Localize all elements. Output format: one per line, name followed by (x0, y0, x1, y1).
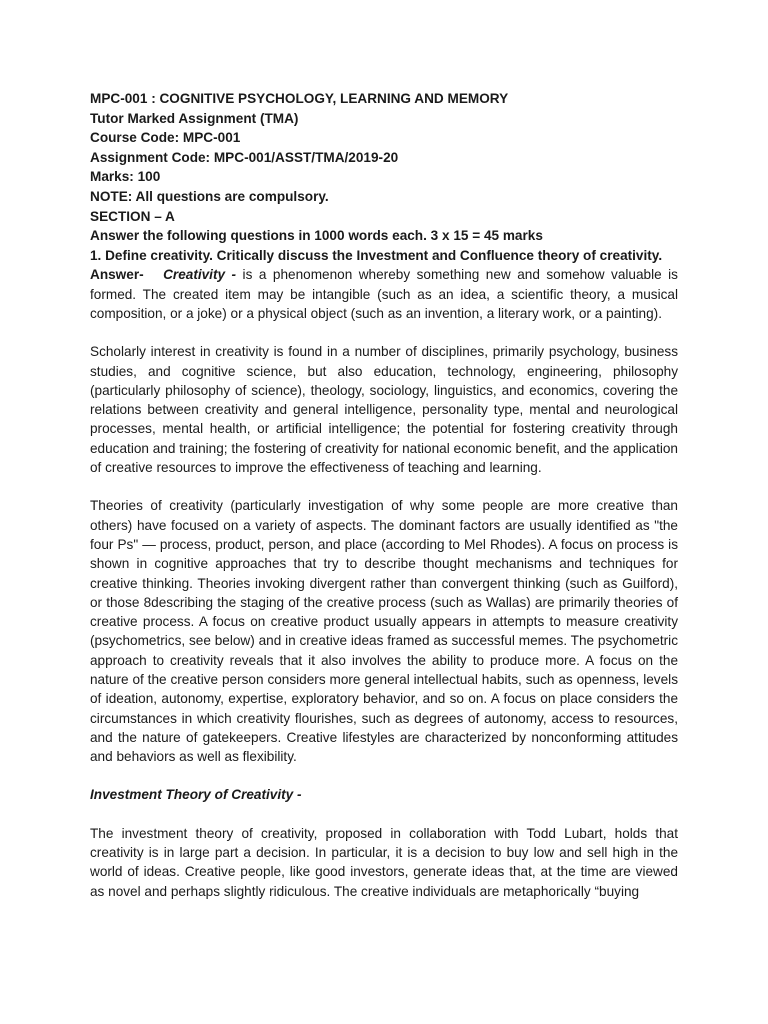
answer-label: Answer- (90, 267, 144, 283)
note: NOTE: All questions are compulsory. (90, 188, 329, 204)
instruction: Answer the following questions in 1000 words each. 3 x 15 = 45 marks (90, 228, 543, 244)
paragraph-investment-theory: The investment theory of creativity, proposed in collaboration with Todd Lubart, holds that creativity is in large part a decision. In particular, it is a decision to buy low and sell high in the world of ideas. Creative people, like good investors, generate ideas that, at the time are viewed as novel and perhaps slightly ridiculous. The creative individuals are metaphorically “buying (90, 825, 678, 899)
marks: Marks: 100 (90, 169, 161, 185)
course-code: Course Code: MPC-001 (90, 130, 241, 146)
investment-theory-heading: Investment Theory of Creativity - (90, 787, 302, 803)
document-title: MPC-001 : COGNITIVE PSYCHOLOGY, LEARNING AND MEMORY (90, 91, 509, 106)
answer-text: is a phenomenon whereby something new and somehow valuable is formed. The created item may be intangible (such as an idea, a scientific theory, a musical composition, or a joke) or a physical object (such as an invention, a literary work, or a painting). (90, 267, 678, 321)
document-page (90, 89, 678, 901)
section-heading: SECTION – A (90, 208, 175, 224)
paragraph-scholarly-interest: Scholarly interest in creativity is found in a number of disciplines, primarily psychology, business studies, and cognitive science, but also education, technology, engineering, philosophy (particularly philosophy of science), theology, sociology, linguistics, and economics, covering the relations between creativity and general intelligence, personality type, mental and neurological processes, mental health, or artificial intelligence; the potential for fostering creativity through education and training; the fostering of creativity for national economic benefit, and the application of creative resources to improve the effectiveness of teaching and learning. (90, 344, 678, 476)
document-subtitle: Tutor Marked Assignment (TMA) (90, 110, 299, 126)
paragraph-theories-of-creativity: Theories of creativity (particularly investigation of why some people are more creative than others) have focused on a variety of aspects. The dominant factors are usually identified as "the four Ps" — process, product, person, and place (according to Mel Rhodes). A focus on process is shown in cognitive approaches that try to describe thought mechanisms and techniques for creative thinking. Theories invoking divergent rather than convergent thinking (such as Guilford), or those 8describing the staging of the creative process (such as Wallas) are primarily theories of creative process. A focus on creative product usually appears in attempts to measure creativity (psychometrics, see below) and in creative ideas framed as successful memes. The psychometric approach to creativity reveals that it also involves the ability to produce more. A focus on the nature of the creative person considers more general intellectual habits, such as openness, levels of ideation, autonomy, expertise, exploratory behavior, and so on. A focus on place considers the circumstances in which creativity flourishes, such as degrees of autonomy, access to resources, and the nature of gatekeepers. Creative lifestyles are characterized by nonconforming attitudes and behaviors as well as flexibility. (90, 498, 678, 765)
answer-paragraph (90, 265, 678, 323)
answer-term: Creativity - (163, 267, 237, 283)
question-1: 1. Define creativity. Critically discuss the Investment and Confluence theory of creativity. (90, 247, 663, 263)
assignment-code: Assignment Code: MPC-001/ASST/TMA/2019-20 (90, 149, 399, 165)
